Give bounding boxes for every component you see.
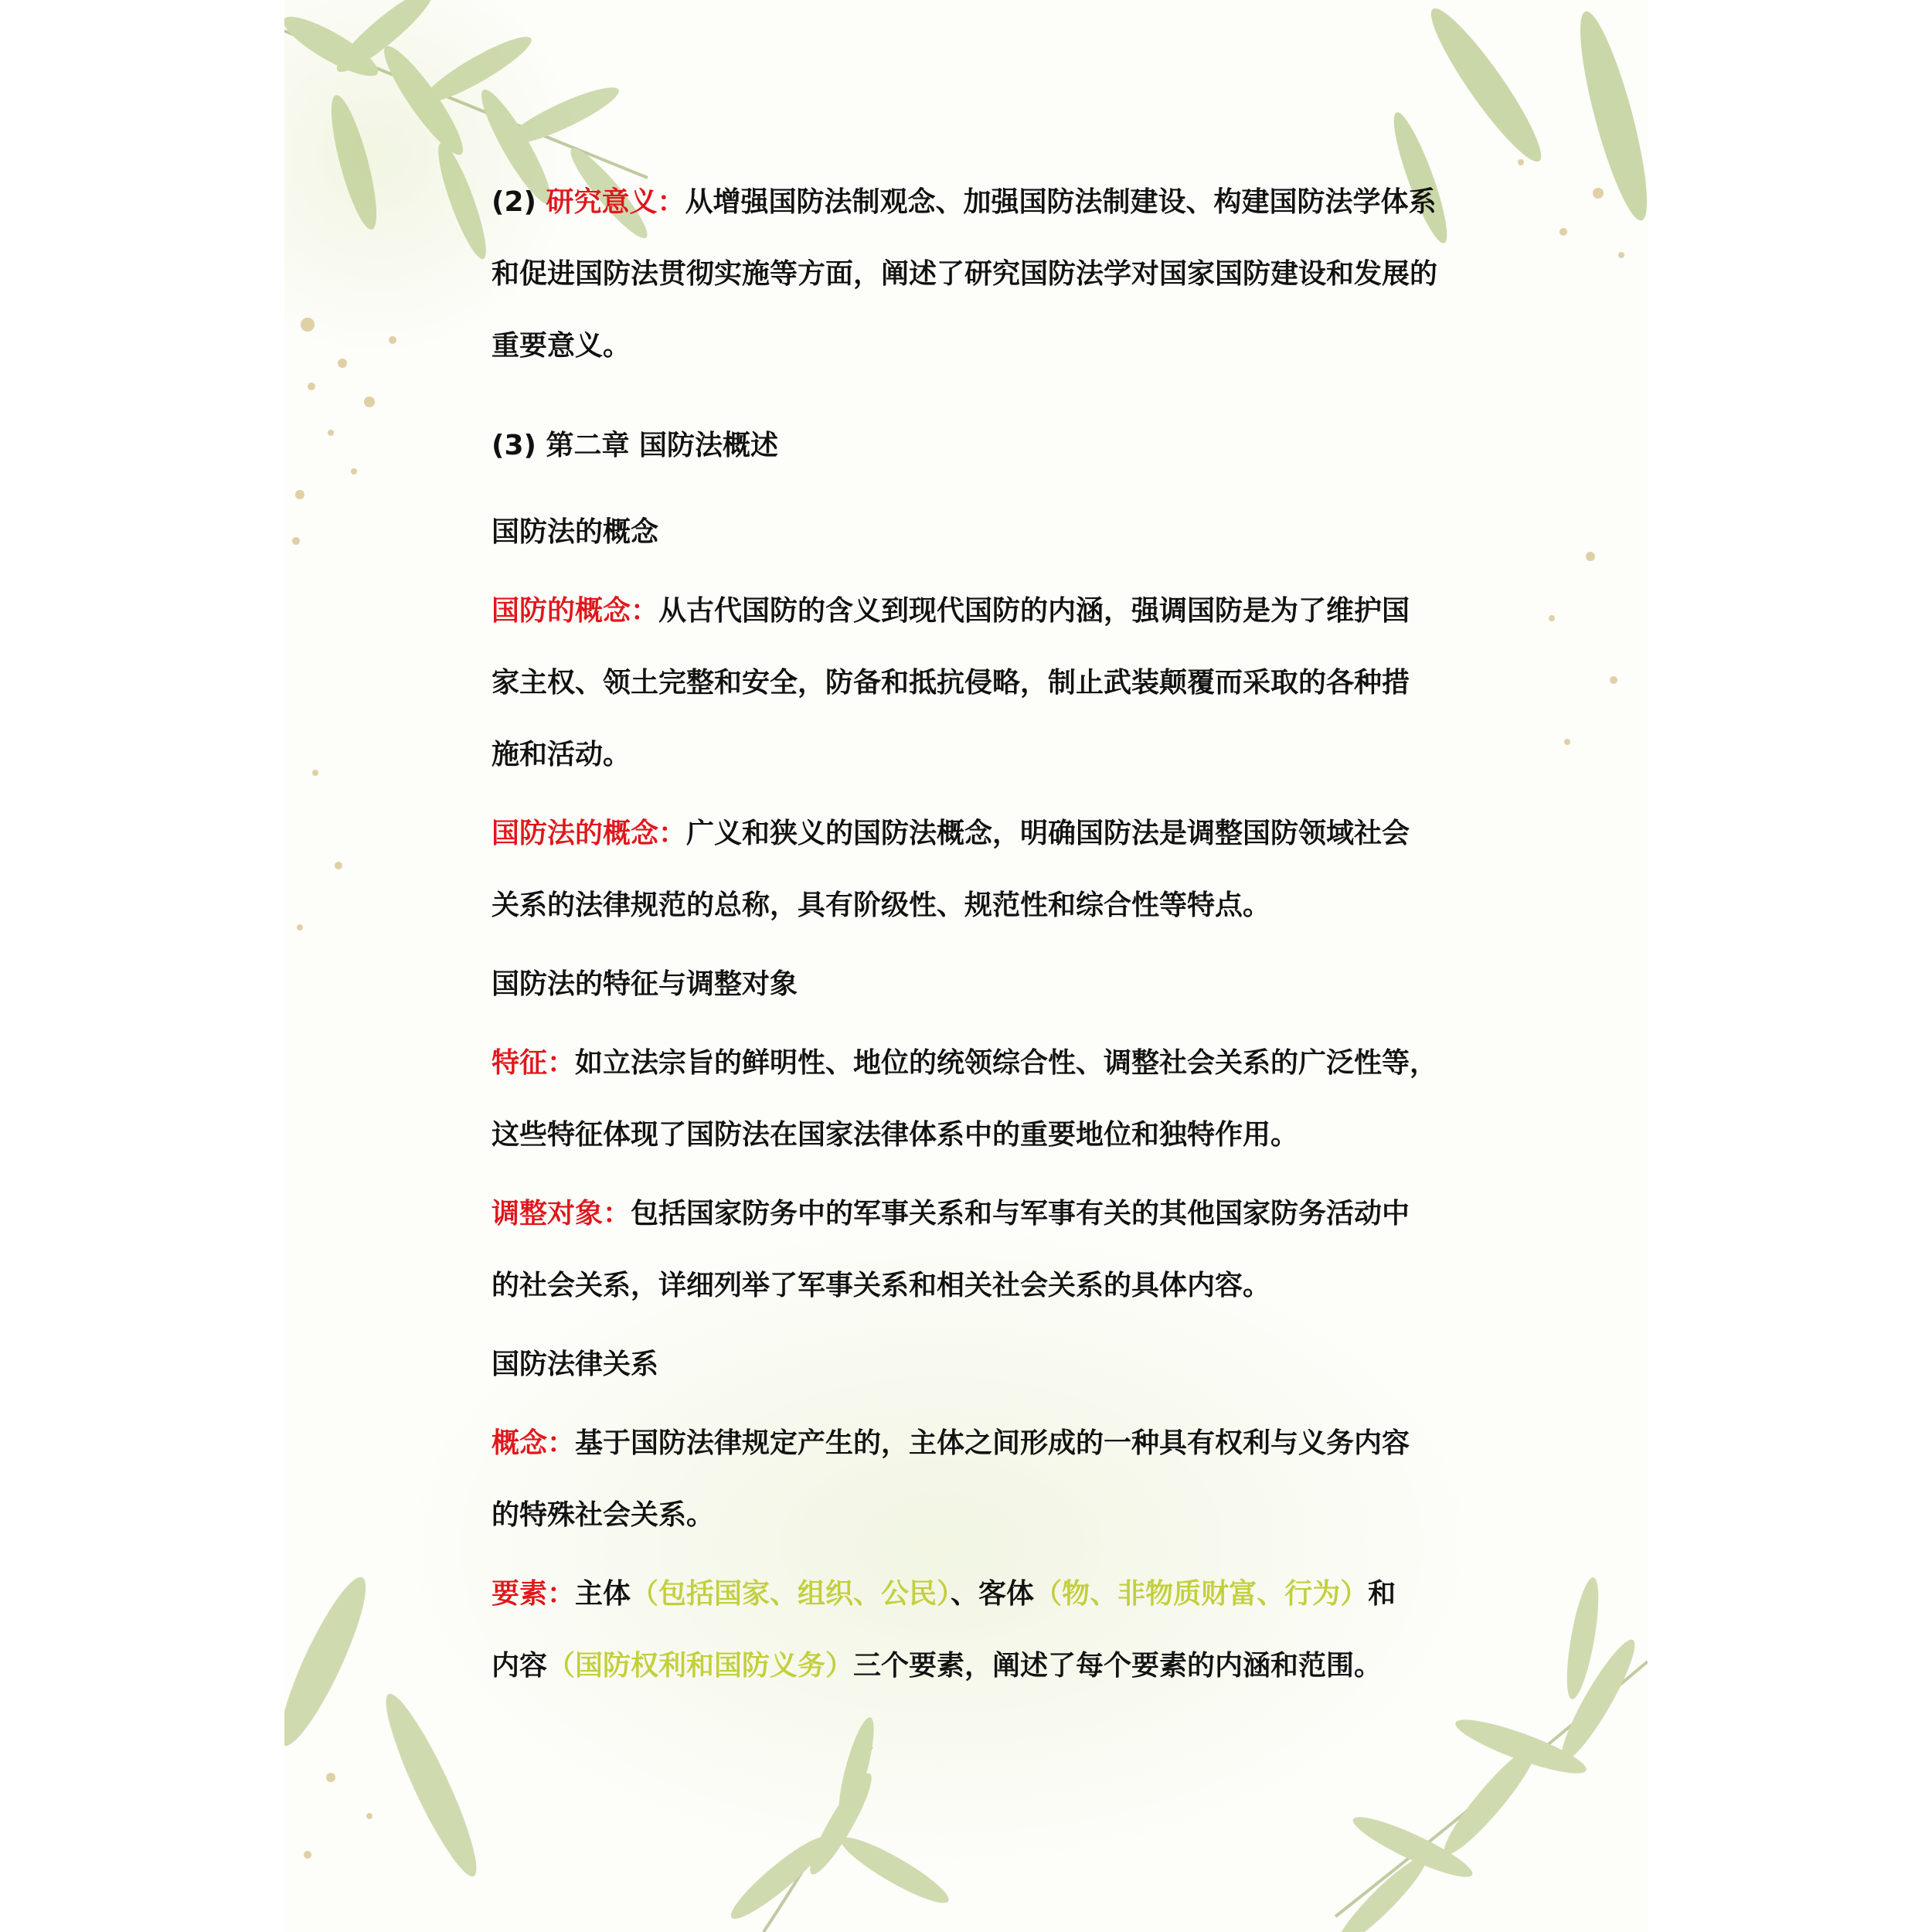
elements-content: 内容 bbox=[492, 1650, 548, 1682]
relation-concept-label: 概念： bbox=[492, 1427, 576, 1459]
guofang-concept-line-3: 施和活动。 bbox=[492, 739, 631, 770]
elements-object: 、客体 bbox=[951, 1578, 1035, 1610]
elements-subject-detail: （包括国家、组织、公民） bbox=[631, 1578, 951, 1610]
research-significance-line-2: 和促进国防法贯彻实施等方面，阐述了研究国防法学对国家国防建设和发展的 bbox=[492, 258, 1438, 290]
concept-heading: 国防法的概念 bbox=[492, 516, 659, 548]
research-significance-label: 研究意义： bbox=[546, 186, 685, 218]
research-significance-text-1: 从增强国防法制观念、加强国防法制建设、构建国防法学体系 bbox=[685, 186, 1437, 218]
item-number-2: (2) bbox=[492, 186, 546, 218]
guofang-concept-line-1 bbox=[492, 593, 1410, 630]
document-page bbox=[284, 0, 1648, 1932]
elements-text-end: 三个要素，阐述了每个要素的内涵和范围。 bbox=[853, 1650, 1383, 1682]
adjust-object-line-1 bbox=[492, 1196, 1410, 1233]
guofangfa-concept-line-1 bbox=[492, 815, 1410, 852]
adjust-object-text-1: 包括国家防务中的军事关系和与军事有关的其他国家防务活动中 bbox=[631, 1198, 1410, 1230]
elements-line-1 bbox=[492, 1576, 1396, 1613]
elements-subject: 主体 bbox=[575, 1578, 631, 1610]
research-significance-line-3: 重要意义。 bbox=[492, 330, 631, 362]
guofang-concept-text-1: 从古代国防的含义到现代国防的内涵，强调国防是为了维护国 bbox=[658, 595, 1410, 627]
elements-object-detail: （物、非物质财富、行为） bbox=[1034, 1578, 1369, 1610]
features-line-2: 这些特征体现了国防法在国家法律体系中的重要地位和独特作用。 bbox=[492, 1119, 1299, 1151]
elements-label: 要素： bbox=[492, 1578, 576, 1610]
relation-concept-text-1: 基于国防法律规定产生的，主体之间形成的一种具有权利与义务内容 bbox=[575, 1427, 1410, 1459]
adjust-object-label: 调整对象： bbox=[492, 1198, 631, 1230]
relation-concept-line-1 bbox=[492, 1425, 1410, 1462]
research-significance-line-1 bbox=[492, 184, 1437, 221]
features-heading: 国防法的特征与调整对象 bbox=[492, 968, 798, 1000]
guofang-concept-line-2: 家主权、领土完整和安全，防备和抵抗侵略，制止武装颠覆而采取的各种措 bbox=[492, 667, 1410, 699]
relation-concept-line-2: 的特殊社会关系。 bbox=[492, 1499, 715, 1531]
features-line-1 bbox=[492, 1045, 1437, 1082]
guofangfa-concept-label: 国防法的概念： bbox=[492, 818, 687, 849]
elements-line-2 bbox=[492, 1648, 1382, 1685]
elements-content-detail: （国防权利和国防义务） bbox=[547, 1650, 854, 1682]
guofangfa-concept-text-1: 广义和狭义的国防法概念，明确国防法是调整国防领域社会 bbox=[686, 818, 1410, 849]
guofang-concept-label: 国防的概念： bbox=[492, 595, 659, 627]
adjust-object-line-2: 的社会关系，详细列举了军事关系和相关社会关系的具体内容。 bbox=[492, 1270, 1271, 1301]
features-text-1: 如立法宗旨的鲜明性、地位的统领综合性、调整社会关系的广泛性等， bbox=[575, 1047, 1438, 1079]
legal-relation-heading: 国防法律关系 bbox=[492, 1349, 659, 1380]
guofangfa-concept-line-2: 关系的法律规范的总称，具有阶级性、规范性和综合性等特点。 bbox=[492, 889, 1271, 921]
chapter-heading: (3) 第二章 国防法概述 bbox=[492, 430, 779, 461]
features-label: 特征： bbox=[492, 1047, 576, 1079]
elements-and: 和 bbox=[1368, 1578, 1396, 1610]
